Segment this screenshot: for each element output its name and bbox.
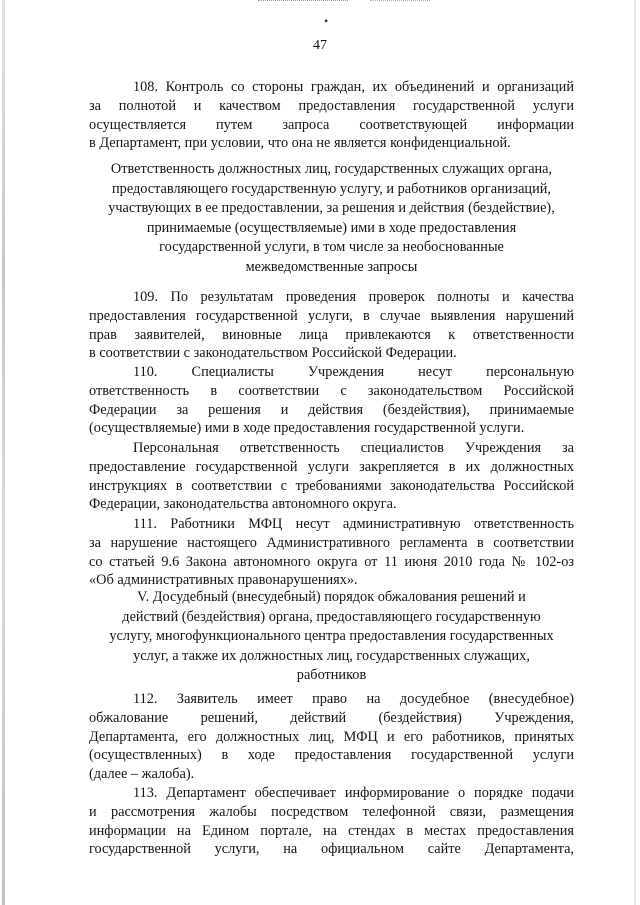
- heading-line: государственной услуги, в том числе за необоснованные: [159, 239, 504, 255]
- text-line: 109. По результатам проведения проверок полноты и качества: [133, 289, 574, 305]
- heading-line: Ответственность должностных лиц, государственных служащих органа,: [110, 161, 553, 177]
- paragraph-112: [89, 690, 574, 784]
- text-line: государственной услуги, на официальном сайте Департамента,: [89, 841, 574, 858]
- text-line: (осуществленных) в ходе предоставления государственной услуги: [89, 747, 574, 764]
- paragraph-110: [89, 363, 574, 438]
- text-line: инструкциях в соответствии с требованиями законодательства Российской: [89, 477, 574, 494]
- text-line: «Об административных правонарушениях».: [89, 572, 358, 589]
- heading-line: V. Досудебный (внесудебный) порядок обжалования решений и: [137, 589, 526, 605]
- section-heading-responsibility: [89, 160, 574, 277]
- text-line: в Департамент, при условии, что она не является конфиденциальной.: [89, 135, 511, 152]
- text-line: (осуществляемые) ими в ходе предоставления государственной услуги.: [89, 420, 525, 437]
- heading-line: участвующих в ее предоставлении, за решения и действия (бездействие),: [108, 200, 555, 216]
- heading-line: услугу, многофункционального центра предоставления государственных: [109, 628, 554, 644]
- scan-edge-left: [2, 0, 5, 905]
- text-line: за нарушение настоящего Административного регламента в соответствии: [89, 534, 574, 551]
- paragraph-113: [89, 784, 574, 859]
- text-line: Персональная ответственность специалистов Учреждения за: [133, 440, 574, 456]
- paragraph-108: [89, 78, 574, 153]
- paragraph-109: [89, 288, 574, 363]
- text-line: прав заявителей, виновные лица привлекаются к ответственности: [89, 326, 574, 343]
- text-line: 111. Работники МФЦ несут административную ответственность: [133, 516, 574, 532]
- page-number: 47: [313, 38, 327, 53]
- heading-line: межведомственные запросы: [245, 258, 418, 275]
- heading-line: действий (бездействия) органа, предоставляющего государственную: [122, 608, 541, 625]
- text-line: информации на Едином портале, на стендах в местах предоставления: [89, 822, 574, 839]
- text-line: Федерации за решения и действия (бездействия), принимаемые: [89, 401, 574, 418]
- heading-line: предоставляющего государственную услугу, и работников организаций,: [112, 180, 551, 197]
- text-line: обжалование решений, действий (бездействия) Учреждения,: [89, 709, 574, 726]
- paragraph-110-personal: [89, 439, 574, 514]
- text-line: Федерации, законодательства автономного округа.: [89, 496, 397, 513]
- section-heading-appeal: [89, 588, 574, 686]
- text-line: (далее – жалоба).: [89, 766, 195, 783]
- text-line: и рассмотрения жалобы посредством телефонной связи, размещения: [89, 803, 574, 820]
- scan-artifact: [370, 0, 430, 2]
- heading-line: принимаемые (осуществляемые) ими в ходе предоставления: [146, 219, 517, 236]
- text-line: предоставления государственной услуги, в случае выявления нарушений: [89, 307, 574, 324]
- text-line: 108. Контроль со стороны граждан, их объединений и организаций: [133, 79, 574, 95]
- text-line: Департамента, его должностных лиц, МФЦ и его работников, принятых: [89, 728, 574, 745]
- header-mark: •: [324, 14, 329, 28]
- text-line: осуществляется путем запроса соответствующей информации: [89, 116, 574, 133]
- scan-edge-right: [634, 0, 636, 905]
- paragraph-111: [89, 515, 574, 590]
- text-line: 113. Департамент обеспечивает информирование о порядке подачи: [133, 785, 574, 801]
- scan-artifact: [258, 0, 348, 3]
- text-line: со статьей 9.6 Закона автономного округа от 11 июня 2010 года № 102-оз: [89, 553, 574, 570]
- text-line: ответственность в соответствии с законодательством Российской: [89, 382, 574, 399]
- text-line: за полнотой и качеством предоставления государственной услуги: [89, 97, 574, 114]
- text-line: 112. Заявитель имеет право на досудебное (внесудебное): [133, 691, 574, 707]
- text-line: в соответствии с законодательством Российской Федерации.: [89, 345, 457, 362]
- heading-line: работников: [296, 667, 367, 683]
- heading-line: услуг, а также их должностных лиц, государственных служащих,: [133, 647, 530, 664]
- text-line: предоставление государственной услуги закрепляется в их должностных: [89, 458, 574, 475]
- text-line: 110. Специалисты Учреждения несут персональную: [133, 364, 574, 380]
